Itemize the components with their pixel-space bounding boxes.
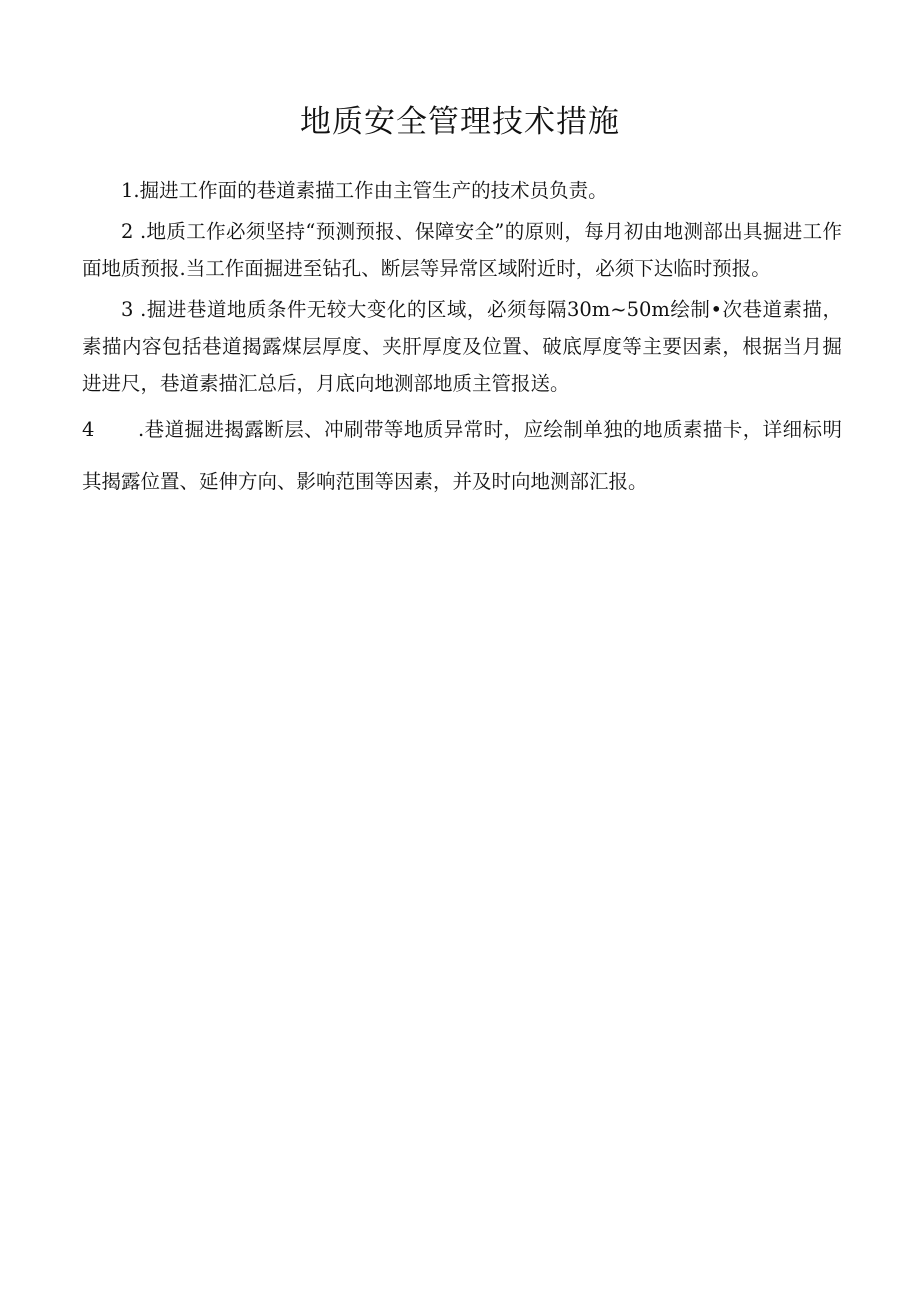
paragraph-3: 3 .掘进巷道地质条件无较大变化的区域，必须每隔30m~50m绘制•次巷道素描，素描内容包括巷道揭露煤层厚度、夹肝厚度及位置、破底厚度等主要因素，根据当月掘进进尺，巷道素描汇总后，月底向地测部地质主管报送。	[82, 298, 842, 395]
document-body	[82, 172, 842, 508]
paragraph-2: 2 .地质工作必须坚持“预测预报、保障安全”的原则，每月初由地测部出具掘进工作面地质预报.当工作面掘进至钻孔、断层等异常区域附近时，必须下达临时预报。	[82, 220, 842, 280]
document-title: 地质安全管理技术措施	[300, 104, 620, 140]
paragraph-4	[82, 404, 842, 508]
paragraph-1: 1.掘进工作面的巷道素描工作由主管生产的技术员负责。	[121, 179, 608, 202]
paragraph-4-text: .巷道掘进揭露断层、冲刷带等地质异常时，应绘制单独的地质素描卡，详细标明其揭露位置、延伸方向、影响范围等因素，并及时向地测部汇报。	[82, 418, 842, 493]
paragraph-4-number: 4	[82, 418, 95, 441]
